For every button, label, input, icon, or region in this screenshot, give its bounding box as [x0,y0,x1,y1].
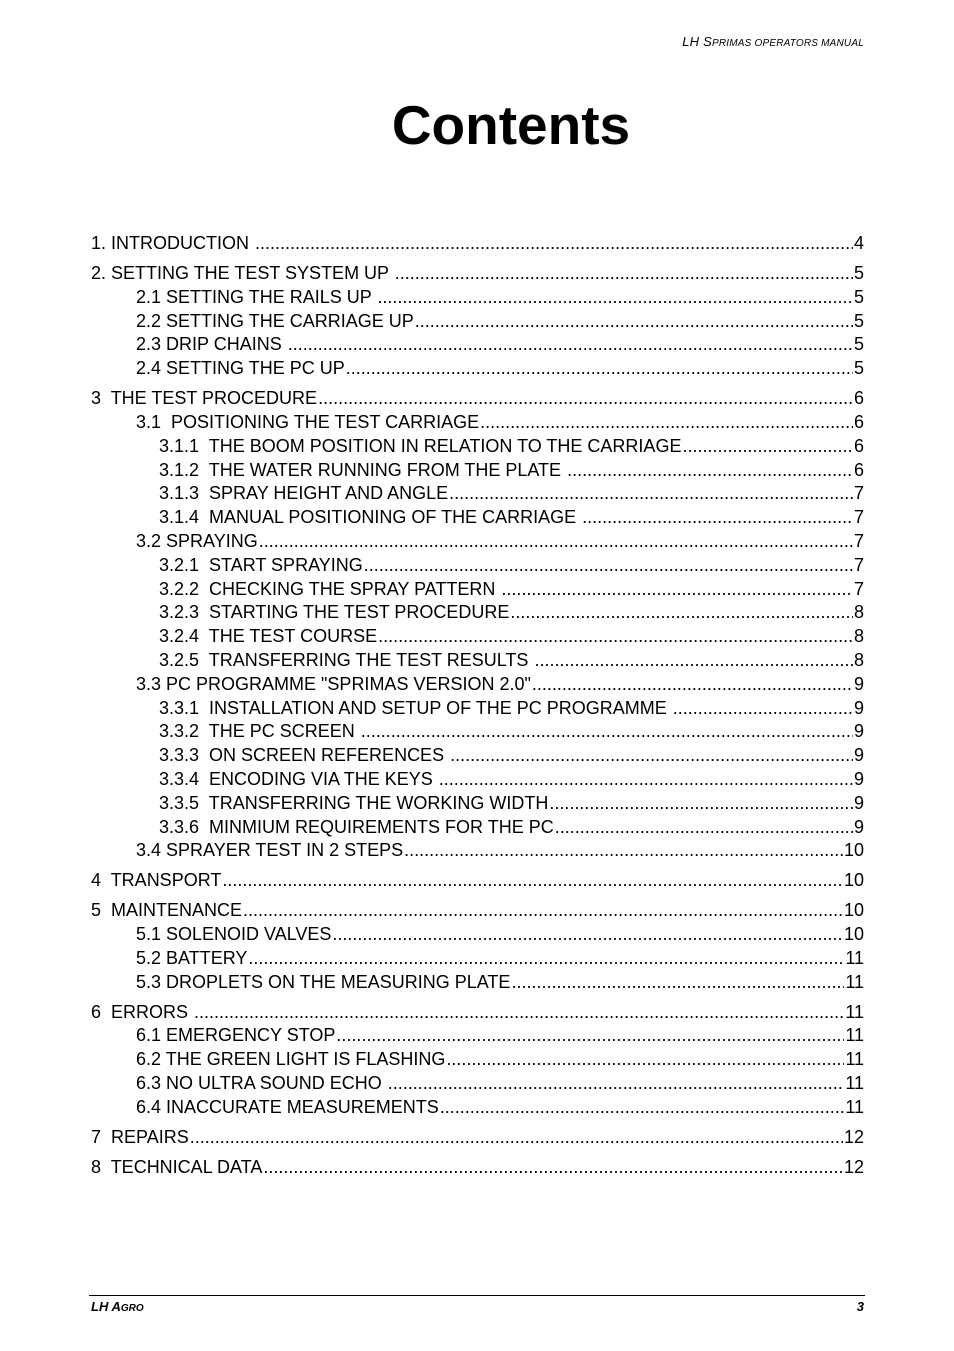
toc-entry-page: 4 [853,233,864,253]
toc-dot-leader [194,1001,844,1025]
toc-entry[interactable] [91,357,864,381]
toc-entry-page: 11 [845,1073,864,1094]
toc-entry-label: 6 ERRORS [91,1001,194,1022]
header-small-caps: PRIMAS OPERATORS MANUAL [711,38,864,49]
toc-entry-label: 5.1 SOLENOID VALVES [136,924,332,945]
toc-entry-label: 3.1 POSITIONING THE TEST CARRIAGE [136,411,480,432]
toc-entry-label: 4 TRANSPORT [91,870,222,891]
toc-entry-label: 3.1.1 THE BOOM POSITION IN RELATION TO THE CARRIAGE [159,435,682,456]
toc-entry-label: 2. SETTING THE TEST SYSTEM UP [91,262,394,283]
toc-entry-page: 8 [853,626,864,647]
page-title: Contents [391,94,631,156]
toc-entry-page: 9 [853,768,864,789]
toc-entry-label: 8 TECHNICAL DATA [91,1156,263,1177]
toc-entry[interactable] [91,923,864,947]
toc-entry-page: 10 [843,900,864,921]
toc-entry-label: 3.2.5 TRANSFERRING THE TEST RESULTS [159,649,534,670]
toc-dot-leader [682,435,853,459]
toc-entry[interactable] [91,459,864,483]
toc-entry[interactable] [91,1048,864,1072]
toc-entry-label: 6.1 EMERGENCY STOP [136,1025,336,1046]
toc-entry-label: 6.4 INACCURATE MEASUREMENTS [136,1096,439,1117]
toc-entry-label: 3.3 PC PROGRAMME "SPRIMAS VERSION 2.0" [136,673,531,694]
toc-entry[interactable] [91,899,864,923]
toc-dot-leader [346,357,853,381]
toc-dot-leader [388,1072,845,1096]
toc-entry[interactable] [91,482,864,506]
toc-entry[interactable] [91,947,864,971]
toc-entry-label: 3.3.5 TRANSFERRING THE WORKING WIDTH [159,792,549,813]
toc-dot-leader [190,1126,843,1150]
toc-dot-leader [555,816,853,840]
toc-entry-label: 3.2.1 START SPRAYING [159,554,363,575]
toc-entry-label: 3.3.4 ENCODING VIA THE KEYS [159,768,438,789]
toc-entry-label: 3.2.4 THE TEST COURSE [159,626,378,647]
toc-entry-page: 8 [853,649,864,670]
toc-entry-label: 3.2.3 STARTING THE TEST PROCEDURE [159,602,510,623]
toc-entry-page: 7 [853,578,864,599]
toc-entry-label: 2.1 SETTING THE RAILS UP [136,286,377,307]
toc-entry[interactable] [91,720,864,744]
toc-entry-label: 3.3.2 THE PC SCREEN [159,721,360,742]
toc-entry-page: 5 [853,262,864,283]
toc-dot-leader [534,649,853,673]
toc-entry-page: 5 [853,286,864,307]
toc-entry-page: 12 [843,1126,864,1147]
toc-dot-leader [255,232,853,256]
toc-dot-leader [318,387,853,411]
toc-dot-leader [532,673,853,697]
toc-entry-label: 3.4 SPRAYER TEST IN 2 STEPS [136,840,404,861]
toc-entry-page: 9 [853,792,864,813]
toc-entry[interactable] [91,554,864,578]
toc-dot-leader [510,601,853,625]
toc-dot-leader [378,625,853,649]
toc-dot-leader [259,530,853,554]
toc-dot-leader [582,506,853,530]
toc-entry-label: 3.3.1 INSTALLATION AND SETUP OF THE PC PROGRAMME [159,697,672,718]
toc-entry[interactable] [91,649,864,673]
toc-entry[interactable] [91,435,864,459]
toc-dot-leader [361,720,853,744]
toc-dot-leader [480,411,853,435]
toc-entry-page: 10 [843,870,864,891]
toc-entry[interactable] [91,1024,864,1048]
toc-entry-page: 11 [845,1049,864,1070]
toc-entry-page: 6 [853,435,864,456]
toc-dot-leader [222,869,843,893]
toc-entry-label: 1. INTRODUCTION [91,233,255,253]
toc-entry-label: 5.3 DROPLETS ON THE MEASURING PLATE [136,971,511,992]
toc-entry[interactable] [91,1156,864,1180]
toc-dot-leader [450,744,853,768]
toc-entry-page: 7 [853,507,864,528]
toc-entry[interactable] [91,506,864,530]
toc-entry-page: 11 [845,947,864,968]
table-of-contents [91,232,864,1180]
toc-entry-label: 3.1.3 SPRAY HEIGHT AND ANGLE [159,483,449,504]
toc-entry[interactable] [91,601,864,625]
toc-entry-label: 5.2 BATTERY [136,947,248,968]
toc-entry[interactable] [91,286,864,310]
toc-dot-leader [263,1156,843,1180]
toc-entry[interactable] [91,673,864,697]
toc-entry[interactable] [91,530,864,554]
toc-entry-page: 7 [853,554,864,575]
toc-entry-label: 3.2 SPRAYING [136,530,258,551]
toc-dot-leader [364,554,853,578]
toc-entry-label: 3.3.6 MINMIUM REQUIREMENTS FOR THE PC [159,816,554,837]
toc-entry-label: 2.4 SETTING THE PC UP [136,358,345,379]
toc-dot-leader [501,578,853,602]
toc-dot-leader [415,310,853,334]
toc-dot-leader [377,286,853,310]
toc-dot-leader [673,697,853,721]
toc-dot-leader [404,839,843,863]
toc-entry-page: 9 [853,721,864,742]
toc-entry[interactable] [91,816,864,840]
toc-entry[interactable] [91,768,864,792]
toc-entry-label: 6.2 THE GREEN LIGHT IS FLASHING [136,1049,446,1070]
toc-entry-page: 9 [853,673,864,694]
toc-entry-label: 3.1.2 THE WATER RUNNING FROM THE PLATE [159,459,567,480]
toc-entry[interactable] [91,744,864,768]
toc-dot-leader [288,333,853,357]
toc-dot-leader [332,923,843,947]
toc-entry-page: 10 [843,840,864,861]
toc-entry-page: 5 [853,358,864,379]
toc-dot-leader [439,768,853,792]
toc-entry[interactable] [91,262,864,286]
toc-entry-label: 2.3 DRIP CHAINS [136,334,287,355]
footer-publisher [91,1299,144,1314]
running-header [682,34,864,49]
toc-entry[interactable] [91,869,864,893]
toc-entry[interactable] [91,1096,864,1120]
toc-entry[interactable] [91,697,864,721]
toc-entry[interactable] [91,333,864,357]
toc-entry-label: 3.1.4 MANUAL POSITIONING OF THE CARRIAGE [159,507,582,528]
footer-small-caps: GRO [120,1303,144,1314]
toc-entry[interactable] [91,1072,864,1096]
toc-entry-label: 7 REPAIRS [91,1126,189,1147]
toc-entry[interactable] [91,971,864,995]
toc-dot-leader [449,482,853,506]
toc-entry-page: 11 [845,1001,864,1022]
toc-dot-leader [549,792,853,816]
footer-divider [89,1295,865,1296]
toc-entry-page: 9 [853,816,864,837]
toc-entry-page: 6 [853,411,864,432]
toc-entry[interactable] [91,310,864,334]
toc-dot-leader [336,1024,844,1048]
toc-dot-leader [243,899,843,923]
toc-dot-leader [446,1048,844,1072]
toc-entry[interactable] [91,1001,864,1025]
toc-dot-leader [395,262,853,286]
toc-entry-label: 2.2 SETTING THE CARRIAGE UP [136,310,414,331]
toc-entry-page: 6 [853,388,864,409]
footer-prefix: LH A [91,1299,121,1314]
toc-entry[interactable] [91,578,864,602]
toc-entry-page: 10 [843,924,864,945]
toc-entry-page: 9 [853,697,864,718]
toc-entry[interactable] [91,1126,864,1150]
toc-entry-page: 7 [853,530,864,551]
header-prefix: LH S [682,34,712,49]
toc-entry[interactable] [91,232,864,256]
toc-entry-label: 5 MAINTENANCE [91,900,243,921]
toc-dot-leader [248,947,844,971]
toc-entry[interactable] [91,839,864,863]
toc-dot-leader [511,971,844,995]
toc-dot-leader [440,1096,845,1120]
toc-entry-label: 3.2.2 CHECKING THE SPRAY PATTERN [159,578,501,599]
toc-entry-page: 8 [853,602,864,623]
page-number: 3 [856,1299,864,1314]
toc-entry-label: 6.3 NO ULTRA SOUND ECHO [136,1073,387,1094]
toc-entry-page: 11 [845,1025,864,1046]
toc-entry-label: 3.3.3 ON SCREEN REFERENCES [159,745,450,766]
toc-entry[interactable] [91,411,864,435]
toc-entry[interactable] [91,625,864,649]
toc-entry[interactable] [91,792,864,816]
toc-entry-page: 11 [845,1096,864,1117]
toc-entry-page: 5 [853,310,864,331]
toc-entry[interactable] [91,387,864,411]
toc-dot-leader [567,459,853,483]
toc-entry-page: 9 [853,745,864,766]
toc-entry-page: 5 [853,334,864,355]
toc-entry-page: 11 [845,971,864,992]
toc-entry-label: 3 THE TEST PROCEDURE [91,388,318,409]
toc-entry-page: 7 [853,483,864,504]
toc-entry-page: 12 [843,1156,864,1177]
toc-entry-page: 6 [853,459,864,480]
